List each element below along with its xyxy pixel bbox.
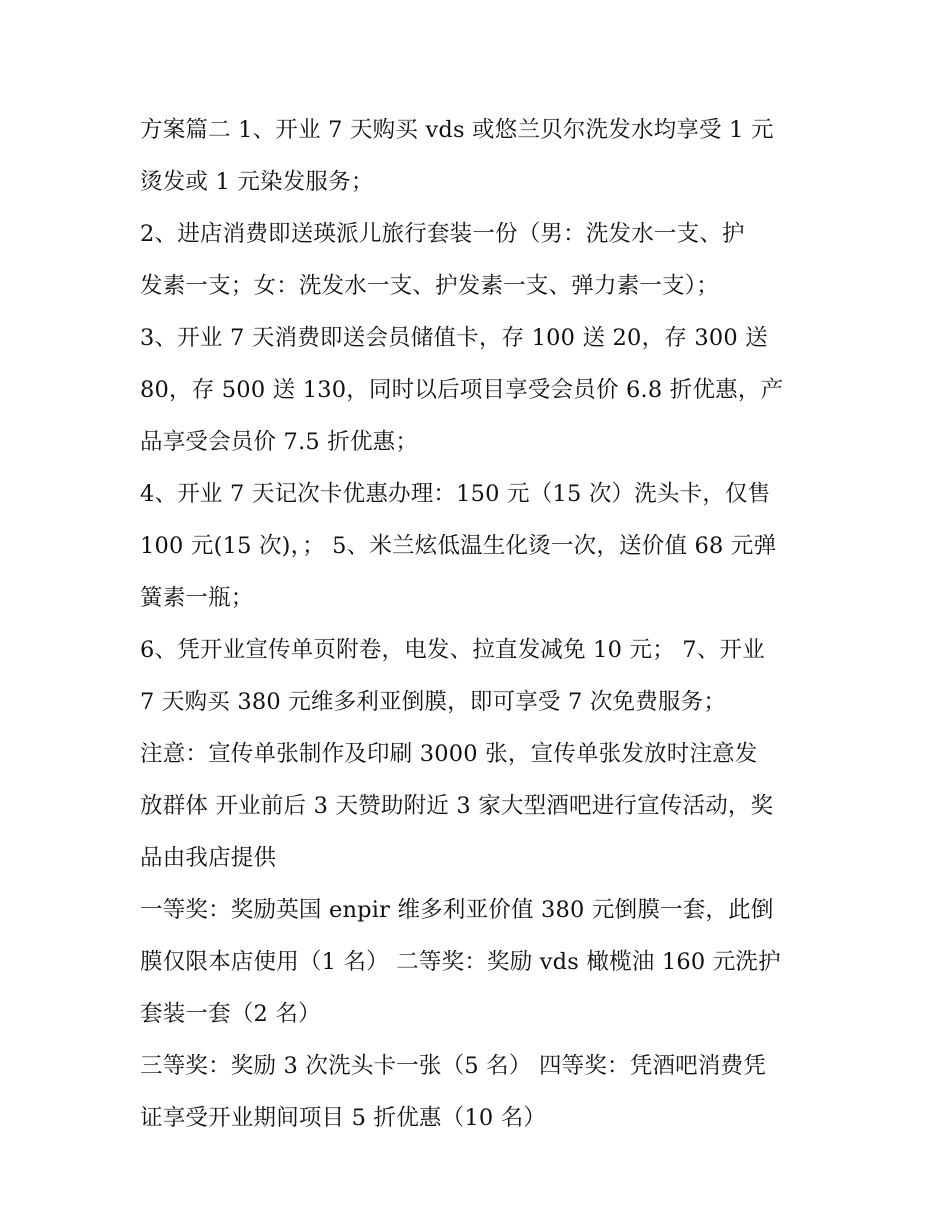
text-line-13: 注意：宣传单张制作及印刷 3000 张，宣传单张发放时注意发 bbox=[140, 741, 758, 767]
text-line-3: 2、进店消费即送瑛派儿旅行套装一份（男：洗发水一支、护 bbox=[140, 221, 745, 247]
text-line-9: 100 元(15 次)，； 5、米兰炫低温生化烫一次，送价值 68 元弹 bbox=[140, 533, 777, 559]
text-line-2: 烫发或 1 元染发服务； bbox=[140, 169, 374, 195]
text-line-18: 套装一套（2 名） bbox=[140, 1001, 321, 1027]
text-line-10: 簧素一瓶； bbox=[140, 585, 254, 611]
document-body bbox=[140, 104, 820, 1144]
text-line-4: 发素一支；女：洗发水一支、护发素一支、弹力素一支）； bbox=[140, 273, 719, 299]
text-line-12: 7 天购买 380 元维多利亚倒膜，即可享受 7 次免费服务； bbox=[140, 689, 727, 715]
text-line-11: 6、凭开业宣传单页附卷，电发、拉直发减免 10 元； 7、开业 bbox=[140, 637, 765, 663]
text-line-16: 一等奖：奖励英国 enpir 维多利亚价值 380 元倒膜一套，此倒 bbox=[140, 897, 774, 923]
text-line-14: 放群体 开业前后 3 天赞助附近 3 家大型酒吧进行宣传活动，奖 bbox=[140, 793, 774, 819]
text-line-6: 80，存 500 送 130，同时以后项目享受会员价 6.8 折优惠，产 bbox=[140, 377, 784, 403]
text-line-8: 4、开业 7 天记次卡优惠办理：150 元（15 次）洗头卡，仅售 bbox=[140, 481, 771, 507]
text-line-19: 三等奖：奖励 3 次洗头卡一张（5 名） 四等奖：凭酒吧消费凭 bbox=[140, 1053, 766, 1079]
text-line-7: 品享受会员价 7.5 折优惠； bbox=[140, 429, 419, 455]
text-line-5: 3、开业 7 天消费即送会员储值卡，存 100 送 20，存 300 送 bbox=[140, 325, 768, 351]
text-line-15: 品由我店提供 bbox=[140, 845, 277, 871]
text-line-17: 膜仅限本店使用（1 名） 二等奖：奖励 vds 橄榄油 160 元洗护 bbox=[140, 949, 781, 975]
text-line-20: 证享受开业期间项目 5 折优惠（10 名） bbox=[140, 1105, 547, 1131]
text-line-1: 方案篇二 1、开业 7 天购买 vds 或悠兰贝尔洗发水均享受 1 元 bbox=[140, 117, 774, 143]
